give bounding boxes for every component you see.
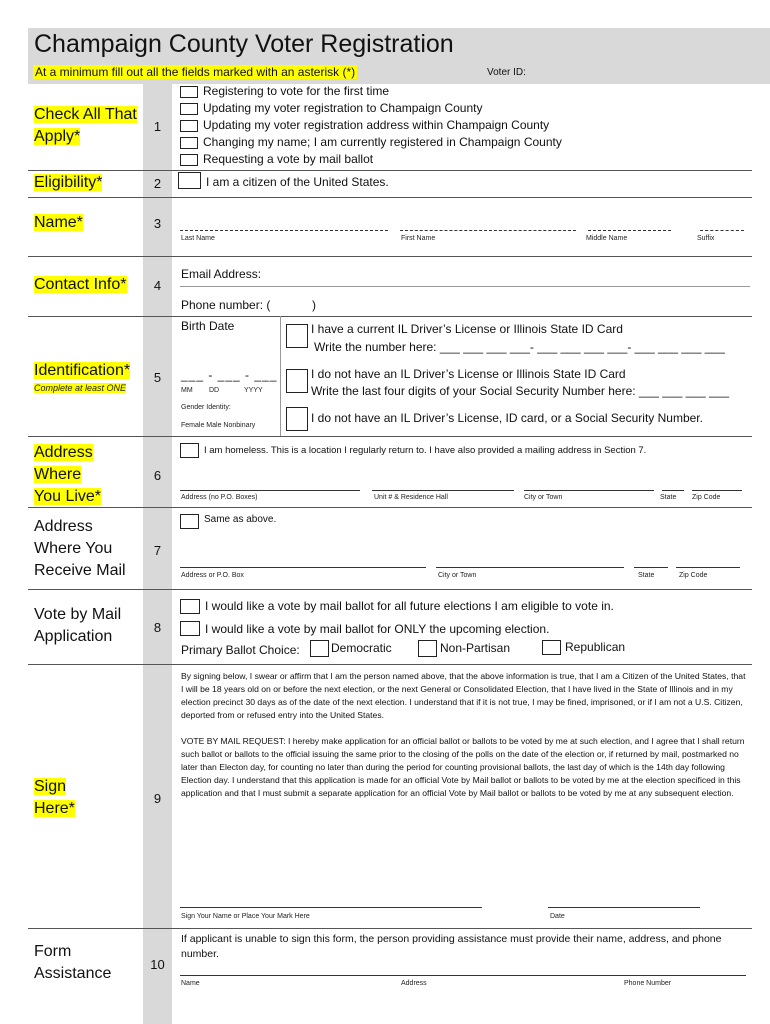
section-4-label: Contact Info* [34, 276, 127, 293]
mail-address-caption: Address or P.O. Box [181, 572, 244, 579]
citizen-statement: I am a citizen of the United States. [206, 175, 389, 189]
checkbox-vbm-once[interactable] [180, 621, 200, 636]
section-7-number: 7 [153, 543, 162, 558]
checkbox-vbm-permanent[interactable] [180, 599, 200, 614]
home-zip-caption: Zip Code [692, 494, 721, 501]
affirmation-paragraph: By signing below, I swear or affirm that I am the person named above, that the above information is true, that I am a Citizen of the United States, that I will be 18 years old on or before the next election, or the next General or Consolidated Election, that I have lived in the State of Illinois and in my election precinct 30 days as of the date of the next election. I understand that if it is not true, I may be fined, imprisoned, or if I am not a U.S. Citizen, deported from or refused entry into the United States. [181, 671, 746, 720]
mail-address-field[interactable] [180, 567, 426, 568]
checkbox-same-as-above[interactable] [180, 514, 199, 529]
divider [28, 436, 752, 437]
assistant-phone-caption: Phone Number [624, 980, 672, 987]
birth-date-label: Birth Date [181, 319, 235, 333]
mail-zip-field[interactable] [676, 567, 740, 568]
vbm-permanent-text: I would like a vote by mail ballot for all future elections I am eligible to vote in. [205, 599, 614, 613]
signature-caption: Sign Your Name or Place Your Mark Here [181, 913, 310, 920]
home-city-field[interactable] [524, 490, 654, 491]
assistance-text: If applicant is unable to sign this form, the person providing assistance must provide their name, address, and phone number. [181, 933, 722, 960]
divider [28, 197, 752, 198]
suffix-field[interactable] [700, 230, 744, 231]
section-9-number: 9 [153, 791, 162, 806]
no-id-no-ssn-text: I do not have an IL Driver’s License, ID card, or a Social Security Number. [311, 411, 703, 425]
unit-caption: Unit # & Residence Hall [374, 494, 448, 501]
checkbox-vote-by-mail[interactable] [180, 154, 198, 166]
mail-zip-caption: Zip Code [679, 572, 708, 579]
checkbox-non-partisan[interactable] [418, 640, 437, 657]
option-update-address: Updating my voter registration address within Champaign County [203, 118, 550, 132]
checkbox-first-time[interactable] [180, 86, 198, 98]
section-10-number: 10 [150, 957, 165, 972]
section-5-label: Identification* [34, 362, 131, 379]
voter-id-label: Voter ID: [487, 67, 526, 78]
section-5-number: 5 [153, 370, 162, 385]
option-first-time: Registering to vote for the first time [203, 84, 390, 98]
home-state-caption: State [660, 494, 677, 501]
home-address-caption: Address (no P.O. Boxes) [181, 494, 258, 501]
first-name-caption: First Name [401, 235, 436, 242]
gender-label: Gender Identity: [181, 404, 231, 411]
middle-name-caption: Middle Name [586, 235, 628, 242]
affirmation-text [181, 670, 747, 800]
divider [28, 664, 752, 665]
checkbox-democratic[interactable] [310, 640, 329, 657]
checkbox-republican[interactable] [542, 640, 561, 655]
page-title: Champaign County Voter Registration [34, 30, 454, 58]
divider [28, 507, 752, 508]
no-il-id-text: I do not have an IL Driver’s License or Illinois State ID Card [311, 367, 626, 381]
section-7-label: Address Where You Receive Mail [34, 518, 126, 579]
ssn-last4-field[interactable]: Write the last four digits of your Social Security Number here: ___ ___ ___ ___ [311, 384, 730, 398]
option-update-county: Updating my voter registration to Champaign County [203, 101, 483, 115]
phone-close-paren: ) [312, 298, 316, 312]
checkbox-has-il-id[interactable] [286, 324, 308, 348]
id-divider [280, 316, 281, 436]
section-3-label: Name* [34, 214, 83, 231]
section-10-label: Form Assistance [34, 943, 112, 982]
checkbox-update-county[interactable] [180, 103, 198, 115]
mail-state-caption: State [638, 572, 655, 579]
section-9-label: Sign Here* [34, 778, 75, 817]
checkbox-change-name[interactable] [180, 137, 198, 149]
assistant-name-caption: Name [181, 980, 200, 987]
vote-by-mail-request-paragraph: VOTE BY MAIL REQUEST: I hereby make application for an official ballot or ballots to be voted by me at such election, and I agree that I shall return such ballot or ballots to the official issuing the same prior to the closing of the polls on the date of the election or, if returned by mail, postmarked no later than Electon day, for counting no later than during the period for counting provisional ballots, the last day of which is the 14th day following Election day. I understand that this application is made for an official Vote by Mail ballot or ballots to be voted by me at the election specificed in this application and that I must submit a separate application for an official Vote by Mail ballot or ballots to be voted by me at any subsequent election. [181, 736, 745, 798]
first-name-field[interactable] [400, 230, 576, 231]
checkbox-no-id-no-ssn[interactable] [286, 407, 308, 431]
checkbox-citizen[interactable] [178, 172, 201, 189]
option-vote-by-mail: Requesting a vote by mail ballot [203, 152, 374, 166]
checkbox-homeless[interactable] [180, 443, 199, 458]
section-1-number: 1 [153, 119, 162, 134]
homeless-statement: I am homeless. This is a location I regularly return to. I have also provided a mailing address in Section 7. [204, 445, 647, 456]
last-name-caption: Last Name [181, 235, 215, 242]
party-non-partisan: Non-Partisan [440, 641, 511, 655]
signature-date-field[interactable] [548, 907, 700, 908]
assistant-info-field[interactable] [180, 975, 746, 976]
option-change-name: Changing my name; I am currently registered in Champaign County [203, 135, 562, 149]
unit-field[interactable] [372, 490, 514, 491]
section-2-number: 2 [153, 176, 162, 191]
mm-caption: MM [181, 387, 193, 394]
last-name-field[interactable] [180, 230, 388, 231]
date-caption: Date [550, 913, 565, 920]
same-as-above-text: Same as above. [204, 514, 277, 525]
instructions-subtitle: At a minimum fill out all the fields marked with an asterisk (*) [35, 65, 356, 79]
phone-label: Phone number: ( [181, 298, 271, 312]
assistant-address-caption: Address [401, 980, 427, 987]
party-democratic: Democratic [331, 641, 392, 655]
yyyy-caption: YYYY [244, 387, 263, 394]
email-field[interactable] [180, 286, 750, 287]
mail-city-caption: City or Town [438, 572, 477, 579]
home-city-caption: City or Town [524, 494, 563, 501]
section-5-sublabel: Complete at least ONE [34, 383, 127, 393]
mail-state-field[interactable] [634, 567, 668, 568]
party-republican: Republican [565, 640, 626, 654]
dd-caption: DD [209, 387, 220, 394]
section-6-label: Address Where You Live* [34, 444, 102, 505]
checkbox-update-address[interactable] [180, 120, 198, 132]
section-2-label: Eligibility* [34, 174, 103, 191]
gender-options[interactable]: Female Male Nonbinary [181, 422, 256, 429]
suffix-caption: Suffix [697, 235, 715, 242]
divider [28, 256, 752, 257]
il-id-number-field[interactable]: Write the number here: ___ ___ ___ ___- ___ ___ ___ ___- ___ ___ ___ ___ [314, 340, 725, 354]
home-state-field[interactable] [662, 490, 684, 491]
has-il-id-text: I have a current IL Driver’s License or Illinois State ID Card [311, 322, 623, 336]
section-4-number: 4 [153, 278, 162, 293]
section-6-number: 6 [153, 468, 162, 483]
divider [28, 170, 752, 171]
birth-date-field[interactable]: ___ - ___ - ___ [181, 368, 278, 382]
middle-name-field[interactable] [588, 230, 671, 231]
email-label: Email Address: [181, 267, 262, 281]
home-zip-field[interactable] [692, 490, 742, 491]
primary-ballot-label: Primary Ballot Choice: [181, 643, 300, 657]
section-1-label: Check All That Apply* [34, 106, 137, 145]
signature-field[interactable] [180, 907, 482, 908]
section-8-label: Vote by Mail Application [34, 606, 122, 645]
checkbox-no-il-id[interactable] [286, 369, 308, 393]
vbm-once-text: I would like a vote by mail ballot for ONLY the upcoming election. [205, 622, 550, 636]
home-address-field[interactable] [180, 490, 360, 491]
divider [28, 589, 752, 590]
section-3-number: 3 [153, 216, 162, 231]
section-8-number: 8 [153, 620, 162, 635]
mail-city-field[interactable] [436, 567, 624, 568]
divider [28, 316, 752, 317]
divider [28, 928, 752, 929]
